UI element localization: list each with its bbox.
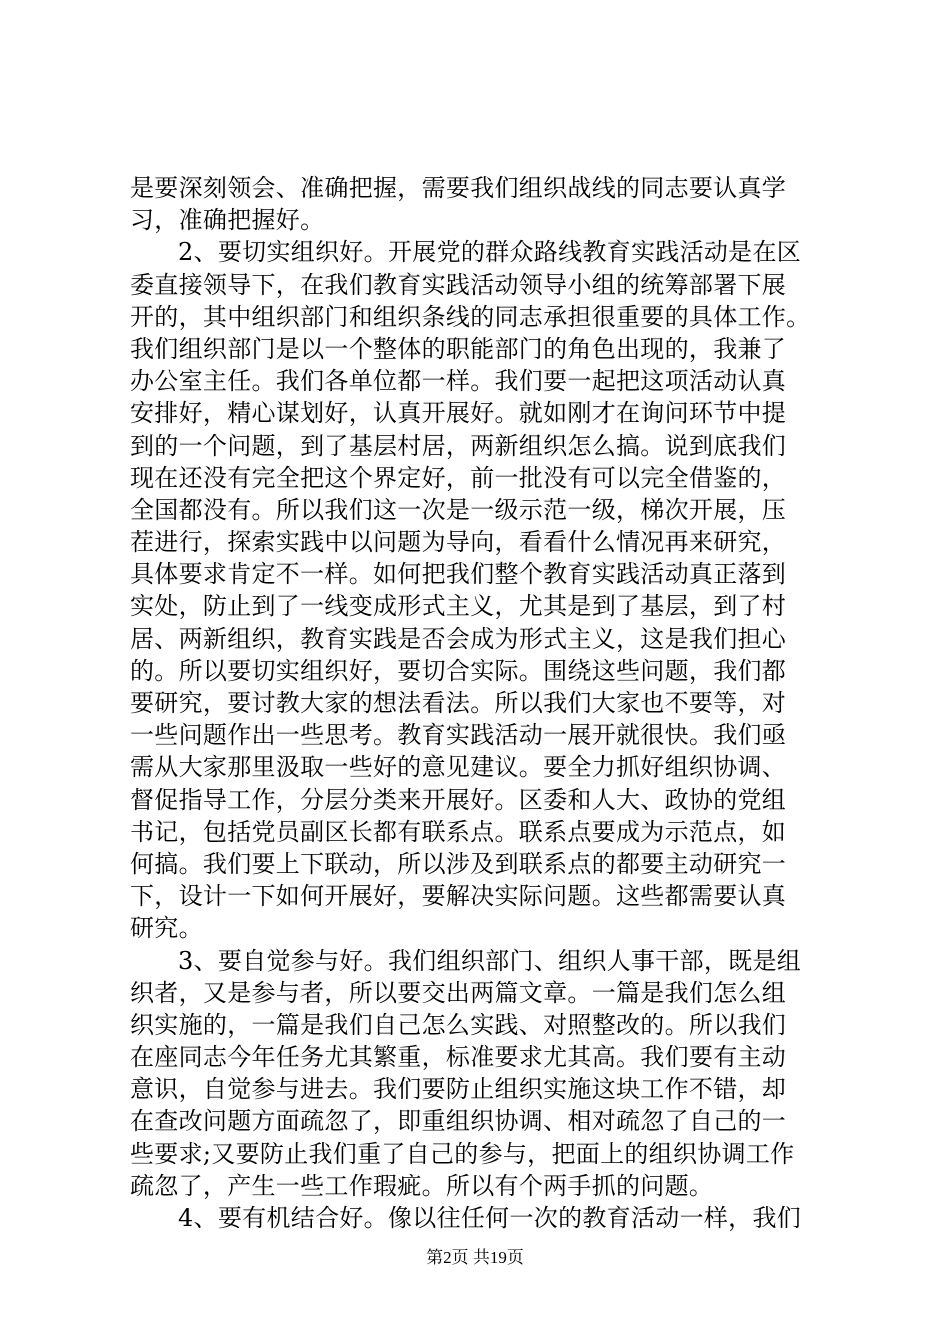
text-line: 开的，其中组织部门和组织条线的同志承担很重要的具体工作。 — [130, 302, 811, 331]
paragraph-start-line: 3、要自觉参与好。我们组织部门、组织人事干部，既是组 — [178, 946, 802, 975]
text-line: 织者，又是参与者，所以要交出两篇文章。一篇是我们怎么组 — [130, 978, 787, 1007]
text-line: 习，准确把握好。 — [130, 206, 325, 235]
text-line: 研究。 — [130, 914, 203, 943]
text-line: 在座同志今年任务尤其繁重，标准要求尤其高。我们要有主动 — [130, 1043, 787, 1072]
document-body — [130, 172, 850, 1234]
text-line: 何搞。我们要上下联动，所以涉及到联系点的都要主动研究一 — [130, 849, 787, 878]
paragraph-start-line: 4、要有机结合好。像以往任何一次的教育活动一样，我们 — [178, 1204, 802, 1232]
text-line: 意识，自觉参与进去。我们要防止组织实施这块工作不错，却 — [130, 1075, 787, 1104]
text-line: 要研究，要讨教大家的想法看法。所以我们大家也不要等，对 — [130, 689, 787, 717]
text-line: 安排好，精心谋划好，认真开展好。就如刚才在询问环节中提 — [130, 399, 787, 428]
text-line: 我们组织部门是以一个整体的职能部门的角色出现的，我兼了 — [130, 334, 787, 363]
text-line: 需从大家那里汲取一些好的意见建议。要全力抓好组织协调、 — [130, 753, 787, 782]
text-line: 在查改问题方面疏忽了，即重组织协调、相对疏忽了自己的一 — [130, 1107, 787, 1136]
text-line: 织实施的，一篇是我们自己怎么实践、对照整改的。所以我们 — [130, 1010, 787, 1039]
text-line: 是要深刻领会、准确把握，需要我们组织战线的同志要认真学 — [130, 174, 787, 202]
text-line: 现在还没有完全把这个界定好，前一批没有可以完全借鉴的， — [130, 463, 787, 492]
text-line: 全国都没有。所以我们这一次是一级示范一级，梯次开展，压 — [130, 495, 787, 524]
text-line: 下，设计一下如何开展好，要解决实际问题。这些都需要认真 — [130, 882, 787, 911]
paragraph-start-line: 2、要切实组织好。开展党的群众路线教育实践活动是在区 — [178, 238, 802, 267]
text-line: 到的一个问题，到了基层村居，两新组织怎么搞。说到底我们 — [130, 431, 787, 460]
text-line: 居、两新组织，教育实践是否会成为形式主义，这是我们担心 — [130, 624, 787, 653]
text-line: 具体要求肯定不一样。如何把我们整个教育实践活动真正落到 — [130, 560, 787, 589]
text-line: 委直接领导下，在我们教育实践活动领导小组的统筹部署下展 — [130, 270, 787, 299]
text-line: 茬进行，探索实践中以问题为导向，看看什么情况再来研究， — [130, 528, 787, 557]
text-line: 疏忽了，产生一些工作瑕疵。所以有个两手抓的问题。 — [130, 1171, 714, 1200]
text-line: 督促指导工作，分层分类来开展好。区委和人大、政协的党组 — [130, 785, 787, 814]
page-number-footer: 第2页 共19页 — [426, 1248, 524, 1267]
text-line: 实处，防止到了一线变成形式主义，尤其是到了基层，到了村 — [130, 592, 787, 621]
text-line: 一些问题作出一些思考。教育实践活动一展开就很快。我们亟 — [130, 721, 787, 750]
text-line: 书记，包括党员副区长都有联系点。联系点要成为示范点，如 — [130, 817, 787, 846]
text-line: 的。所以要切实组织好，要切合实际。围绕这些问题，我们都 — [130, 656, 787, 685]
text-line: 些要求;又要防止我们重了自己的参与，把面上的组织协调工作 — [130, 1139, 795, 1168]
text-line: 办公室主任。我们各单位都一样。我们要一起把这项活动认真 — [130, 367, 787, 396]
